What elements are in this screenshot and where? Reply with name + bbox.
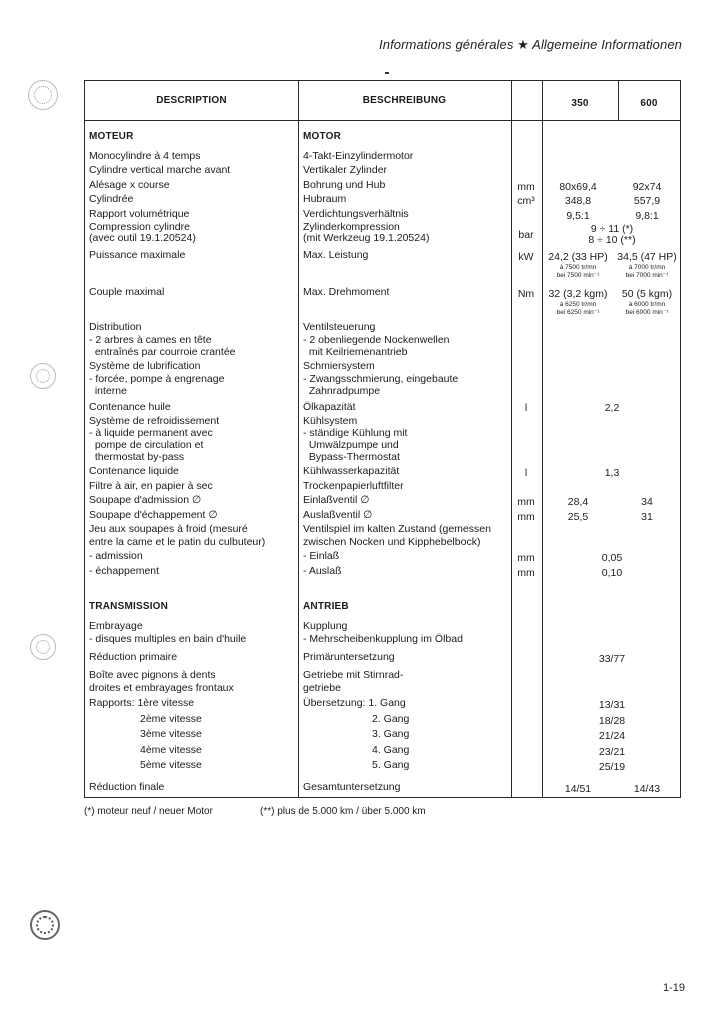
- spec-value-600: 34: [641, 496, 653, 508]
- spec-label-fr: Cylindre vertical marche avant: [89, 164, 231, 176]
- spec-value-shared: 2,2: [604, 402, 620, 414]
- spec-label-fr: Embrayage: [89, 620, 143, 632]
- spec-label-de: Ventilspiel im kalten Zustand (gemessen zwischen Nocken und Kipphebelbock): [303, 523, 491, 548]
- spec-value-350: 348,8: [564, 195, 592, 207]
- footnote-new-engine: (*) moteur neuf / neuer Motor: [84, 806, 213, 817]
- header-mark: [385, 72, 389, 74]
- spec-label-fr: - échappement: [89, 565, 160, 577]
- spec-label-de: Primäruntersetzung: [303, 651, 395, 663]
- spec-label-de: 3. Gang: [372, 728, 410, 740]
- column-header-600: 600: [640, 98, 658, 109]
- spec-label-fr: Jeu aux soupapes à froid (mesuré entre la came et le patin du culbuteur): [89, 523, 266, 548]
- spec-label-fr: - forcée, pompe à engrenage interne: [89, 373, 225, 397]
- section-title-de: MOTOR: [303, 131, 342, 142]
- spec-label-de: Kühlsystem: [303, 415, 358, 427]
- spec-label-de: - Einlaß: [303, 550, 340, 562]
- spec-label-fr: - à liquide permanent avec pompe de circulation et thermostat by-pass: [89, 427, 213, 463]
- spec-label-fr: - 2 arbres à cames en tête entraînés par courroie crantée: [89, 334, 236, 358]
- spec-label-fr: Réduction finale: [89, 781, 165, 793]
- spec-label-fr: Soupape d'admission ∅: [89, 494, 202, 506]
- column-header-beschreibung: BESCHREIBUNG: [362, 95, 447, 106]
- spec-label-fr: Couple maximal: [89, 286, 165, 298]
- spec-label-de: Ventilsteuerung: [303, 321, 376, 333]
- spec-label-de: 5. Gang: [372, 759, 410, 771]
- spec-label-de: Vertikaler Zylinder: [303, 164, 388, 176]
- spec-unit: l: [524, 402, 528, 414]
- spec-label-de: Kupplung: [303, 620, 348, 632]
- spec-label-fr: Système de lubrification: [89, 360, 201, 372]
- spec-label-fr: Cylindrée: [89, 193, 134, 205]
- spec-unit: mm: [517, 552, 535, 564]
- spec-label-de: Getriebe mit Stirnrad- getriebe: [303, 669, 404, 694]
- spec-sub-350: à 7500 tr/mn bei 7500 min⁻¹: [556, 264, 600, 279]
- spec-label-fr: Système de refroidissement: [89, 415, 220, 427]
- spec-value-shared: 9 ÷ 11 (*) 8 ÷ 10 (**): [588, 223, 636, 246]
- spec-sub-600: à 6000 tr/mn bei 6000 min⁻¹: [625, 301, 669, 316]
- column-divider: [298, 81, 299, 797]
- binder-hole-icon: [30, 363, 56, 389]
- spec-label-de: Übersetzung: 1. Gang: [303, 697, 406, 709]
- spec-label-fr: Distribution: [89, 321, 142, 333]
- spec-label-de: Gesamtuntersetzung: [303, 781, 401, 793]
- spec-label-fr: Rapport volumétrique: [89, 208, 190, 220]
- spec-label-de: Max. Leistung: [303, 249, 369, 261]
- spec-label-fr: Rapports: 1ère vitesse: [89, 697, 195, 709]
- spec-label-de: 2. Gang: [372, 713, 410, 725]
- spec-label-de: 4-Takt-Einzylindermotor: [303, 150, 414, 162]
- spec-sub-350: à 6250 tr/mn bei 6250 min⁻¹: [556, 301, 600, 316]
- spec-label-de: Trockenpapierluftfilter: [303, 480, 404, 492]
- spec-value-shared: 25/19: [598, 761, 626, 773]
- spec-label-de: - ständige Kühlung mit Umwälzpumpe und Bypass-Thermostat: [303, 427, 408, 463]
- spec-unit: mm: [517, 181, 535, 193]
- section-title-fr: MOTEUR: [89, 131, 134, 142]
- spec-label-de: Ölkapazität: [303, 401, 356, 413]
- spec-label-fr: Boîte avec pignons à dents droites et embrayages frontaux: [89, 669, 234, 694]
- spec-value-shared: 18/28: [598, 715, 626, 727]
- spec-value-shared: 23/21: [598, 746, 626, 758]
- spec-value-350: 14/51: [564, 783, 592, 795]
- footnote-over-5000km: (**) plus de 5.000 km / über 5.000 km: [260, 806, 426, 817]
- column-header-description: DESCRIPTION: [156, 95, 227, 106]
- spec-label-fr: Filtre à air, en papier à sec: [89, 480, 213, 492]
- spec-value-350: 32 (3,2 kgm): [548, 288, 608, 300]
- spec-label-de: Einlaßventil ∅: [303, 494, 370, 506]
- spec-label-fr: Alésage x course: [89, 179, 170, 191]
- binder-hole-icon: [28, 80, 58, 110]
- spec-value-600: 14/43: [633, 783, 661, 795]
- spec-value-350: 9,5:1: [566, 210, 590, 222]
- spec-label-de: Auslaßventil ∅: [303, 509, 373, 521]
- spec-value-600: 557,9: [633, 195, 661, 207]
- column-header-350: 350: [571, 98, 589, 109]
- spec-value-600: 50 (5 kgm): [621, 288, 673, 300]
- page-header-title: Informations générales ★ Allgemeine Informationen: [379, 37, 682, 52]
- spec-label-fr: - disques multiples en bain d'huile: [89, 633, 247, 645]
- section-title-fr: TRANSMISSION: [89, 601, 169, 612]
- spec-label-de: Zylinderkompression (mit Werkzeug 19.1.20524): [303, 221, 430, 244]
- spec-label-fr: 4ème vitesse: [140, 744, 202, 756]
- spec-unit: mm: [517, 511, 535, 523]
- spec-unit: cm³: [517, 195, 535, 207]
- spec-label-fr: Puissance maximale: [89, 249, 186, 261]
- spec-unit: kW: [518, 251, 534, 263]
- spec-label-fr: - admission: [89, 550, 143, 562]
- spec-label-fr: 2ème vitesse: [140, 713, 202, 725]
- spec-label-de: Hubraum: [303, 193, 347, 205]
- spec-value-shared: 1,3: [604, 467, 620, 479]
- spec-value-600: 34,5 (47 HP): [617, 251, 677, 263]
- section-title-de: ANTRIEB: [303, 601, 349, 612]
- spec-unit: Nm: [517, 288, 535, 300]
- spec-label-de: Bohrung und Hub: [303, 179, 386, 191]
- spec-label-fr: Soupape d'échappement ∅: [89, 509, 218, 521]
- binder-hole-icon: [30, 634, 56, 660]
- spec-label-de: Schmiersystem: [303, 360, 375, 372]
- spec-label-de: - Mehrscheibenkupplung im Ölbad: [303, 633, 463, 645]
- spec-label-fr: 3ème vitesse: [140, 728, 202, 740]
- spec-label-de: Max. Drehmoment: [303, 286, 390, 298]
- spec-value-350: 25,5: [567, 511, 589, 523]
- spec-value-350: 80x69,4: [559, 181, 597, 193]
- spec-label-fr: Contenance huile: [89, 401, 171, 413]
- spec-label-fr: Monocylindre à 4 temps: [89, 150, 201, 162]
- spec-label-de: 4. Gang: [372, 744, 410, 756]
- spec-label-fr: 5ème vitesse: [140, 759, 202, 771]
- spec-sub-600: à 7000 tr/mn bei 7000 min⁻¹: [625, 264, 669, 279]
- spec-unit: mm: [517, 496, 535, 508]
- spec-label-fr: Compression cylindre (avec outil 19.1.20524): [89, 221, 196, 244]
- spec-unit: bar: [518, 229, 534, 241]
- spec-value-350: 24,2 (33 HP): [548, 251, 608, 263]
- spec-label-fr: Contenance liquide: [89, 465, 179, 477]
- spec-value-shared: 0,10: [601, 567, 623, 579]
- binder-hole-icon: [30, 910, 60, 940]
- spec-unit: l: [524, 467, 528, 479]
- spec-value-shared: 33/77: [598, 653, 626, 665]
- spec-value-350: 28,4: [567, 496, 589, 508]
- spec-label-de: Kühlwasserkapazität: [303, 465, 400, 477]
- spec-value-600: 31: [641, 511, 653, 523]
- spec-value-shared: 0,05: [601, 552, 623, 564]
- spec-unit: mm: [517, 567, 535, 579]
- spec-label-de: - Zwangsschmierung, eingebaute Zahnradpumpe: [303, 373, 459, 397]
- spec-value-shared: 13/31: [598, 699, 626, 711]
- spec-label-fr: Réduction primaire: [89, 651, 178, 663]
- spec-label-de: - 2 obenliegende Nockenwellen mit Keilriemenantrieb: [303, 334, 450, 358]
- spec-value-600: 92x74: [632, 181, 662, 193]
- spec-value-shared: 21/24: [598, 730, 626, 742]
- spec-label-de: - Auslaß: [303, 565, 342, 577]
- spec-label-de: Verdichtungsverhältnis: [303, 208, 409, 220]
- page-number: 1-19: [662, 982, 685, 994]
- spec-value-600: 9,8:1: [635, 210, 659, 222]
